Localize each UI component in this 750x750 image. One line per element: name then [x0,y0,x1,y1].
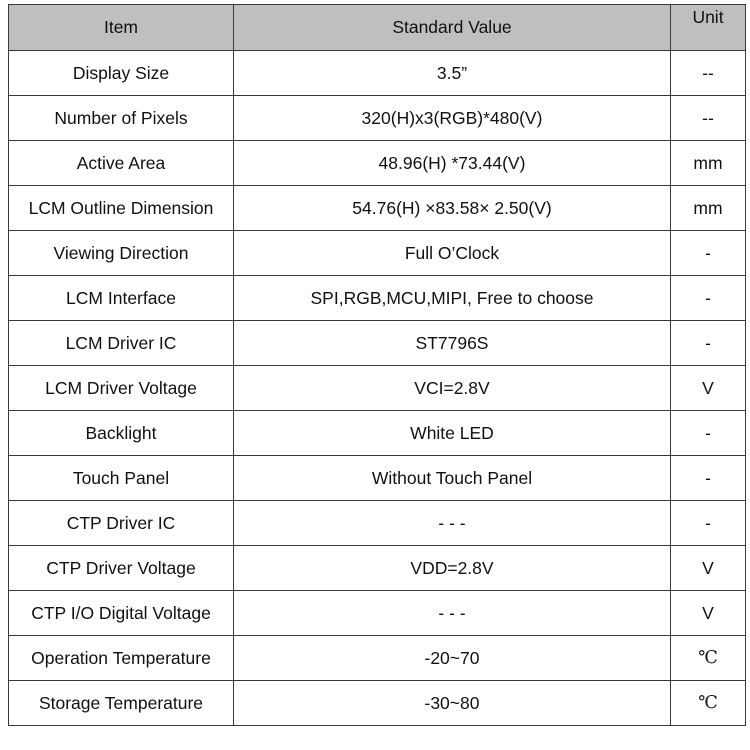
row-item: LCM Driver Voltage [9,366,234,411]
row-unit: - [671,321,746,366]
row-unit: -- [671,51,746,96]
table-row [9,276,746,321]
row-unit: mm [671,186,746,231]
header-item: Item [9,5,234,51]
row-unit: - [671,456,746,501]
row-item: Backlight [9,411,234,456]
header-unit: Unit [671,5,746,51]
row-value: VCI=2.8V [234,366,671,411]
row-item: LCM Driver IC [9,321,234,366]
table-body [9,51,746,726]
table-row [9,681,746,726]
row-item: Active Area [9,141,234,186]
row-value: Without Touch Panel [234,456,671,501]
header-standard-value: Standard Value [234,5,671,51]
row-item: Storage Temperature [9,681,234,726]
row-value: 48.96(H) *73.44(V) [234,141,671,186]
spec-table [8,4,746,726]
header-row [9,5,746,51]
row-value: White LED [234,411,671,456]
table-row [9,546,746,591]
table-row [9,96,746,141]
table-row [9,186,746,231]
row-value: VDD=2.8V [234,546,671,591]
row-value: -30~80 [234,681,671,726]
table-row [9,141,746,186]
row-unit: V [671,366,746,411]
row-unit: -- [671,96,746,141]
row-item: LCM Interface [9,276,234,321]
table-header [9,5,746,51]
row-unit: ℃ [671,636,746,681]
table-row [9,591,746,636]
table-row [9,231,746,276]
row-value: 320(H)x3(RGB)*480(V) [234,96,671,141]
row-unit: ℃ [671,681,746,726]
table-row [9,51,746,96]
row-item: Viewing Direction [9,231,234,276]
row-item: LCM Outline Dimension [9,186,234,231]
row-unit: - [671,231,746,276]
table-row [9,411,746,456]
row-item: Operation Temperature [9,636,234,681]
table-row [9,321,746,366]
row-unit: - [671,501,746,546]
row-item: CTP I/O Digital Voltage [9,591,234,636]
row-unit: - [671,276,746,321]
row-value: Full O’Clock [234,231,671,276]
row-value: -20~70 [234,636,671,681]
row-item: Number of Pixels [9,96,234,141]
row-item: Touch Panel [9,456,234,501]
row-value: ST7796S [234,321,671,366]
row-value: 3.5” [234,51,671,96]
row-unit: V [671,546,746,591]
row-value: - - - [234,501,671,546]
row-item: CTP Driver IC [9,501,234,546]
row-item: CTP Driver Voltage [9,546,234,591]
row-value: - - - [234,591,671,636]
row-unit: mm [671,141,746,186]
table-row [9,456,746,501]
table-row [9,636,746,681]
row-item: Display Size [9,51,234,96]
row-value: 54.76(H) ×83.58× 2.50(V) [234,186,671,231]
row-unit: - [671,411,746,456]
table-row [9,501,746,546]
table-row [9,366,746,411]
row-unit: V [671,591,746,636]
row-value: SPI,RGB,MCU,MIPI, Free to choose [234,276,671,321]
